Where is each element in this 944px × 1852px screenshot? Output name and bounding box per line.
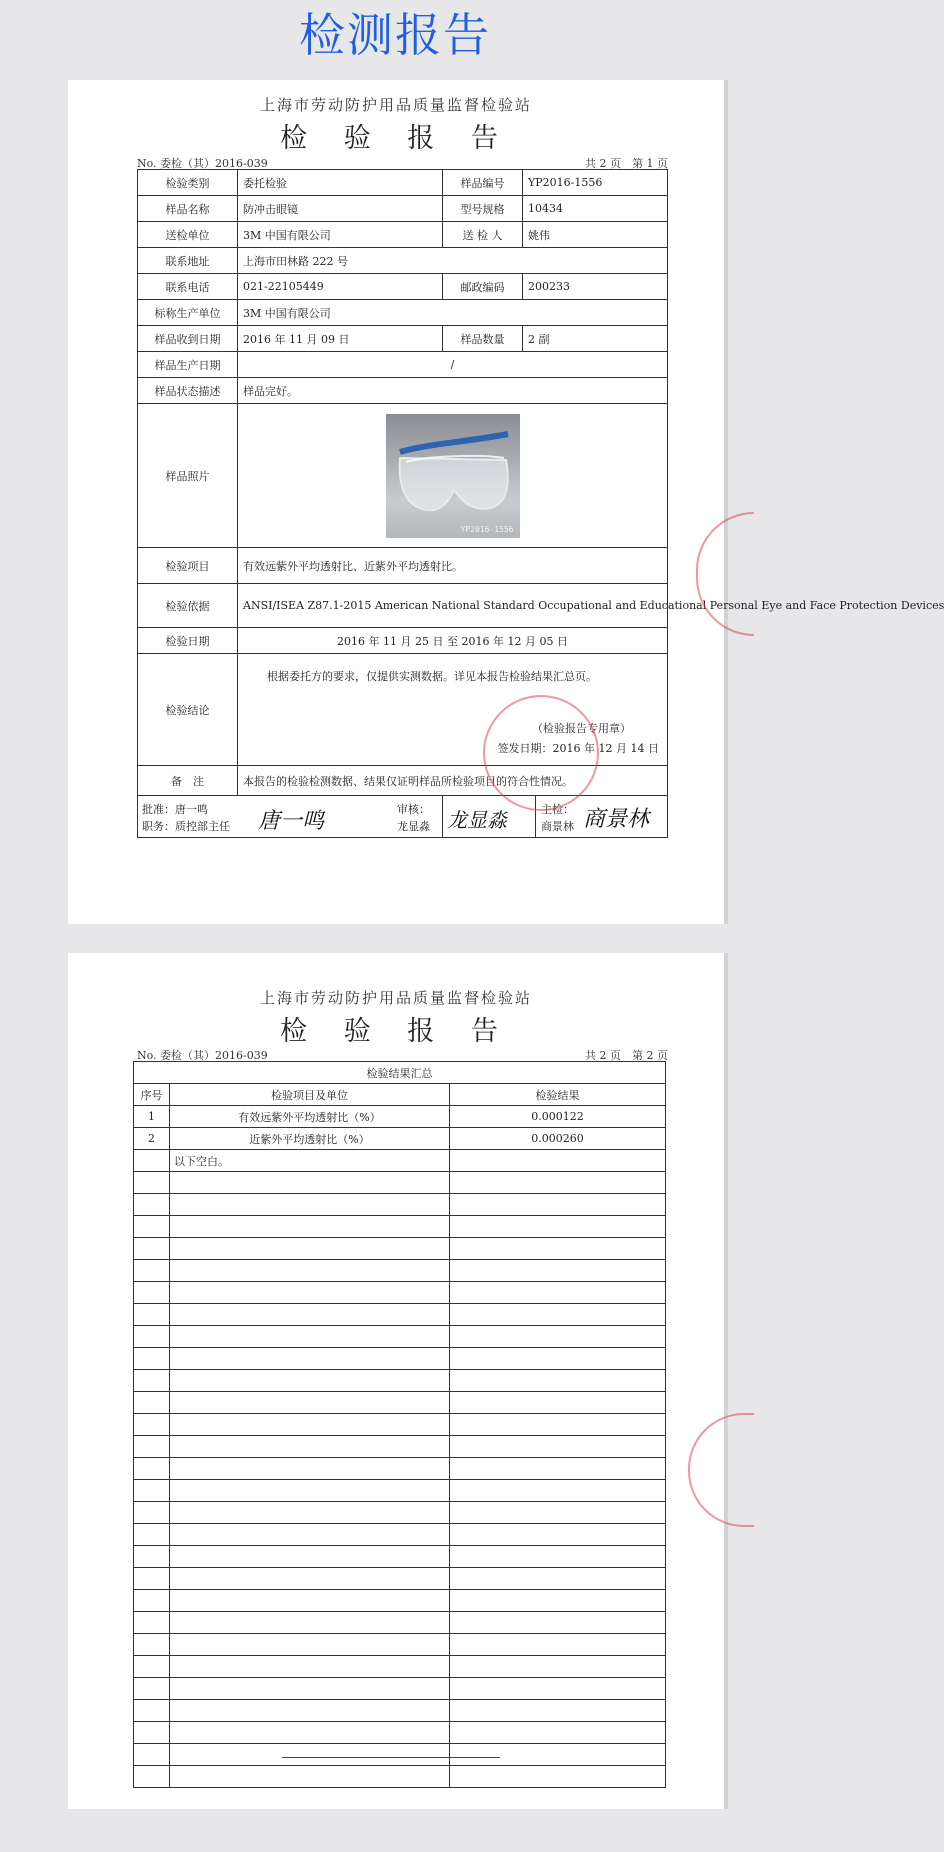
table-row bbox=[138, 196, 668, 222]
blank-cell bbox=[134, 1238, 170, 1260]
submitter-label: 送 检 人 bbox=[443, 222, 523, 248]
blank-cell bbox=[134, 1612, 170, 1634]
table-row bbox=[138, 404, 668, 548]
row-no: 2 bbox=[134, 1128, 170, 1150]
edge-seal-stamp bbox=[696, 512, 754, 636]
blank-cell bbox=[170, 1568, 450, 1590]
blank-cell bbox=[170, 1348, 450, 1370]
blank-cell bbox=[450, 1612, 666, 1634]
reviewer-label: 审核： bbox=[397, 803, 430, 816]
row-item: 近紫外平均透射比（%） bbox=[170, 1128, 450, 1150]
blank-cell bbox=[450, 1282, 666, 1304]
sample-name-label: 样品名称 bbox=[138, 196, 238, 222]
manufacturer-label: 标称生产单位 bbox=[138, 300, 238, 326]
position-value: 质控部主任 bbox=[175, 820, 230, 833]
blank-cell bbox=[170, 1458, 450, 1480]
inspection-type-value: 委托检验 bbox=[238, 170, 443, 196]
blank-cell bbox=[134, 1414, 170, 1436]
row-no: 1 bbox=[134, 1106, 170, 1128]
sender-label: 送检单位 bbox=[138, 222, 238, 248]
blank-cell bbox=[450, 1656, 666, 1678]
blank-cell bbox=[450, 1722, 666, 1744]
report-title: 检 验 报 告 bbox=[280, 123, 512, 154]
header-result: 检验结果 bbox=[450, 1084, 666, 1106]
blank-cell bbox=[450, 1546, 666, 1568]
table-row bbox=[138, 548, 668, 584]
blank-cell bbox=[450, 1260, 666, 1282]
inspection-type-label: 检验类别 bbox=[138, 170, 238, 196]
reviewer-signature: 龙显淼 bbox=[447, 808, 507, 832]
blank-row bbox=[134, 1458, 666, 1480]
blank-cell bbox=[450, 1326, 666, 1348]
blank-cell bbox=[134, 1304, 170, 1326]
conclusion-cell bbox=[238, 654, 668, 766]
blank-cell bbox=[170, 1304, 450, 1326]
blank-cell bbox=[450, 1766, 666, 1788]
table-row bbox=[134, 1084, 666, 1106]
table-row bbox=[138, 584, 668, 628]
blank-cell bbox=[134, 1634, 170, 1656]
chief-signature: 商景林 bbox=[583, 807, 650, 832]
phone-label: 联系电话 bbox=[138, 274, 238, 300]
sender-value: 3M 中国有限公司 bbox=[238, 222, 443, 248]
blank-cell bbox=[134, 1546, 170, 1568]
blank-row bbox=[134, 1656, 666, 1678]
blank-cell bbox=[450, 1392, 666, 1414]
chief-label: 主检： bbox=[541, 803, 574, 816]
chief-name: 商景林 bbox=[541, 820, 574, 833]
model-value: 10434 bbox=[523, 196, 668, 222]
blank-row bbox=[134, 1326, 666, 1348]
remark-value: 本报告的检验检测数据、结果仅证明样品所检验项目的符合性情况。 bbox=[238, 766, 668, 796]
conclusion-seal-note: （检验报告专用章） bbox=[532, 722, 631, 735]
received-date-value: 2016 年 11 月 09 日 bbox=[238, 326, 443, 352]
sample-name-value: 防冲击眼镜 bbox=[238, 196, 443, 222]
blank-cell bbox=[134, 1370, 170, 1392]
blank-cell bbox=[170, 1260, 450, 1282]
table-row bbox=[138, 222, 668, 248]
position-label: 职务： bbox=[142, 820, 175, 833]
blank-row bbox=[134, 1172, 666, 1194]
blank-cell bbox=[170, 1172, 450, 1194]
blank-cell bbox=[134, 1524, 170, 1546]
blank-cell bbox=[450, 1458, 666, 1480]
blank-row bbox=[134, 1348, 666, 1370]
table-row bbox=[138, 248, 668, 274]
blank-cell bbox=[134, 1348, 170, 1370]
blank-cell bbox=[134, 1260, 170, 1282]
blank-cell bbox=[134, 1722, 170, 1744]
blank-cell bbox=[450, 1194, 666, 1216]
blank-row bbox=[134, 1392, 666, 1414]
edge-seal-stamp bbox=[688, 1413, 754, 1527]
table-row bbox=[138, 300, 668, 326]
table-row bbox=[134, 1106, 666, 1128]
issue-date-label: 签发日期： bbox=[497, 742, 553, 755]
blank-cell bbox=[450, 1700, 666, 1722]
blank-cell bbox=[134, 1568, 170, 1590]
blank-cell bbox=[134, 1656, 170, 1678]
blank-cell bbox=[134, 1700, 170, 1722]
table-row bbox=[138, 352, 668, 378]
blank-cell bbox=[170, 1392, 450, 1414]
blank-cell bbox=[134, 1590, 170, 1612]
blank-cell bbox=[450, 1216, 666, 1238]
production-date-value: / bbox=[238, 352, 668, 378]
blank-row bbox=[134, 1568, 666, 1590]
table-row bbox=[134, 1062, 666, 1084]
blank-cell bbox=[170, 1634, 450, 1656]
row-result: 0.000122 bbox=[450, 1106, 666, 1128]
blank-cell bbox=[450, 1502, 666, 1524]
postcode-label: 邮政编码 bbox=[443, 274, 523, 300]
photo-label: 样品照片 bbox=[138, 404, 238, 548]
condition-value: 样品完好。 bbox=[238, 378, 668, 404]
condition-label: 样品状态描述 bbox=[138, 378, 238, 404]
end-line bbox=[282, 1757, 500, 1758]
table-row bbox=[138, 274, 668, 300]
blank-cell bbox=[170, 1326, 450, 1348]
blank-cell bbox=[170, 1722, 450, 1744]
table-row bbox=[134, 1128, 666, 1150]
model-label: 型号规格 bbox=[443, 196, 523, 222]
conclusion-text: 根据委托方的要求，仅提供实测数据。详见本报告检验结果汇总页。 bbox=[267, 670, 597, 683]
blank-cell bbox=[170, 1744, 450, 1766]
blank-row bbox=[134, 1370, 666, 1392]
remark-label: 备 注 bbox=[138, 766, 238, 796]
blank-row bbox=[134, 1216, 666, 1238]
blank-cell bbox=[134, 1480, 170, 1502]
row-no bbox=[134, 1150, 170, 1172]
table-row bbox=[134, 1150, 666, 1172]
blank-row bbox=[134, 1590, 666, 1612]
row-item: 以下空白。 bbox=[170, 1150, 450, 1172]
blank-cell bbox=[170, 1590, 450, 1612]
photo-tag: YP2016-1556 bbox=[460, 524, 514, 534]
report-title: 检 验 报 告 bbox=[280, 1016, 512, 1047]
address-label: 联系地址 bbox=[138, 248, 238, 274]
blank-row bbox=[134, 1612, 666, 1634]
address-value: 上海市田林路 222 号 bbox=[238, 248, 668, 274]
blank-cell bbox=[450, 1634, 666, 1656]
blank-row bbox=[134, 1282, 666, 1304]
postcode-value: 200233 bbox=[523, 274, 668, 300]
table-row bbox=[138, 170, 668, 196]
blank-cell bbox=[450, 1414, 666, 1436]
approver-signature: 唐一鸣 bbox=[258, 809, 325, 834]
organization-name: 上海市劳动防护用品质量监督检验站 bbox=[259, 989, 532, 1007]
blank-cell bbox=[450, 1436, 666, 1458]
blank-cell bbox=[134, 1502, 170, 1524]
blank-row bbox=[134, 1238, 666, 1260]
blank-cell bbox=[170, 1656, 450, 1678]
blank-cell bbox=[134, 1216, 170, 1238]
page-banner-title: 检测报告 bbox=[299, 8, 491, 62]
safety-glasses-icon bbox=[386, 414, 520, 538]
blank-cell bbox=[450, 1678, 666, 1700]
blank-cell bbox=[170, 1216, 450, 1238]
blank-cell bbox=[450, 1304, 666, 1326]
blank-row bbox=[134, 1700, 666, 1722]
report-page-2 bbox=[68, 953, 724, 1809]
blank-cell bbox=[450, 1744, 666, 1766]
blank-cell bbox=[134, 1172, 170, 1194]
blank-cell bbox=[134, 1282, 170, 1304]
blank-cell bbox=[170, 1414, 450, 1436]
blank-row bbox=[134, 1480, 666, 1502]
quantity-label: 样品数量 bbox=[443, 326, 523, 352]
header-item: 检验项目及单位 bbox=[170, 1084, 450, 1106]
page-info: 共 2 页 第 1 页 bbox=[585, 157, 668, 170]
blank-cell bbox=[450, 1524, 666, 1546]
report-page-1 bbox=[68, 80, 944, 924]
approver-name: 唐一鸣 bbox=[175, 803, 208, 816]
blank-cell bbox=[170, 1546, 450, 1568]
blank-cell bbox=[170, 1678, 450, 1700]
received-date-label: 样品收到日期 bbox=[138, 326, 238, 352]
conclusion-label: 检验结论 bbox=[138, 654, 238, 766]
submitter-value: 姚伟 bbox=[523, 222, 668, 248]
approver-label: 批准： bbox=[142, 803, 175, 816]
production-date-label: 样品生产日期 bbox=[138, 352, 238, 378]
blank-row bbox=[134, 1722, 666, 1744]
blank-cell bbox=[170, 1502, 450, 1524]
blank-cell bbox=[134, 1766, 170, 1788]
blank-cell bbox=[134, 1458, 170, 1480]
blank-cell bbox=[450, 1590, 666, 1612]
blank-cell bbox=[134, 1392, 170, 1414]
row-result bbox=[450, 1150, 666, 1172]
blank-cell bbox=[170, 1282, 450, 1304]
table-row bbox=[138, 796, 668, 838]
reviewer-name: 龙显淼 bbox=[397, 820, 430, 833]
page-info: 共 2 页 第 2 页 bbox=[585, 1049, 668, 1062]
inspection-date-label: 检验日期 bbox=[138, 628, 238, 654]
blank-cell bbox=[170, 1238, 450, 1260]
issue-date-value: 2016 年 12 月 14 日 bbox=[552, 742, 659, 755]
blank-row bbox=[134, 1414, 666, 1436]
blank-cell bbox=[170, 1194, 450, 1216]
blank-cell bbox=[450, 1238, 666, 1260]
blank-cell bbox=[170, 1436, 450, 1458]
blank-row bbox=[134, 1744, 666, 1766]
items-value: 有效远紫外平均透射比、近紫外平均透射比。 bbox=[238, 548, 668, 584]
blank-cell bbox=[134, 1436, 170, 1458]
blank-cell bbox=[450, 1370, 666, 1392]
blank-cell bbox=[450, 1172, 666, 1194]
row-item: 有效远紫外平均透射比（%） bbox=[170, 1106, 450, 1128]
blank-row bbox=[134, 1436, 666, 1458]
official-seal-stamp bbox=[483, 695, 599, 811]
blank-row bbox=[134, 1524, 666, 1546]
blank-cell bbox=[170, 1370, 450, 1392]
blank-row bbox=[134, 1502, 666, 1524]
blank-row bbox=[134, 1260, 666, 1282]
report-number: No. 委检（其）2016-039 bbox=[137, 1049, 268, 1062]
table-row bbox=[138, 378, 668, 404]
header-no: 序号 bbox=[134, 1084, 170, 1106]
blank-cell bbox=[134, 1194, 170, 1216]
blank-row bbox=[134, 1634, 666, 1656]
inspection-date-value: 2016 年 11 月 25 日 至 2016 年 12 月 05 日 bbox=[238, 628, 668, 654]
result-summary-table bbox=[133, 1061, 666, 1788]
sample-no-value: YP2016-1556 bbox=[523, 170, 668, 196]
report-number: No. 委检（其）2016-039 bbox=[137, 157, 268, 170]
blank-row bbox=[134, 1766, 666, 1788]
blank-cell bbox=[170, 1766, 450, 1788]
sample-photo bbox=[386, 414, 520, 538]
table-row bbox=[138, 326, 668, 352]
basis-label: 检验依据 bbox=[138, 584, 238, 628]
photo-cell bbox=[238, 404, 668, 548]
blank-cell bbox=[450, 1480, 666, 1502]
blank-row bbox=[134, 1194, 666, 1216]
row-result: 0.000260 bbox=[450, 1128, 666, 1150]
blank-row bbox=[134, 1304, 666, 1326]
sample-no-label: 样品编号 bbox=[443, 170, 523, 196]
blank-row bbox=[134, 1678, 666, 1700]
blank-cell bbox=[134, 1744, 170, 1766]
items-label: 检验项目 bbox=[138, 548, 238, 584]
blank-cell bbox=[450, 1568, 666, 1590]
phone-value: 021-22105449 bbox=[238, 274, 443, 300]
organization-name: 上海市劳动防护用品质量监督检验站 bbox=[259, 96, 532, 114]
manufacturer-value: 3M 中国有限公司 bbox=[238, 300, 668, 326]
basis-value: ANSI/ISEA Z87.1-2015 American National Standard Occupational and Educational Personal Eye and Face Protection Devices bbox=[238, 584, 668, 628]
blank-cell bbox=[170, 1612, 450, 1634]
table-row bbox=[138, 628, 668, 654]
blank-cell bbox=[170, 1480, 450, 1502]
blank-cell bbox=[170, 1524, 450, 1546]
blank-cell bbox=[170, 1700, 450, 1722]
quantity-value: 2 副 bbox=[523, 326, 668, 352]
blank-cell bbox=[134, 1326, 170, 1348]
blank-cell bbox=[134, 1678, 170, 1700]
blank-cell bbox=[450, 1348, 666, 1370]
result-table-title: 检验结果汇总 bbox=[134, 1062, 666, 1084]
blank-row bbox=[134, 1546, 666, 1568]
